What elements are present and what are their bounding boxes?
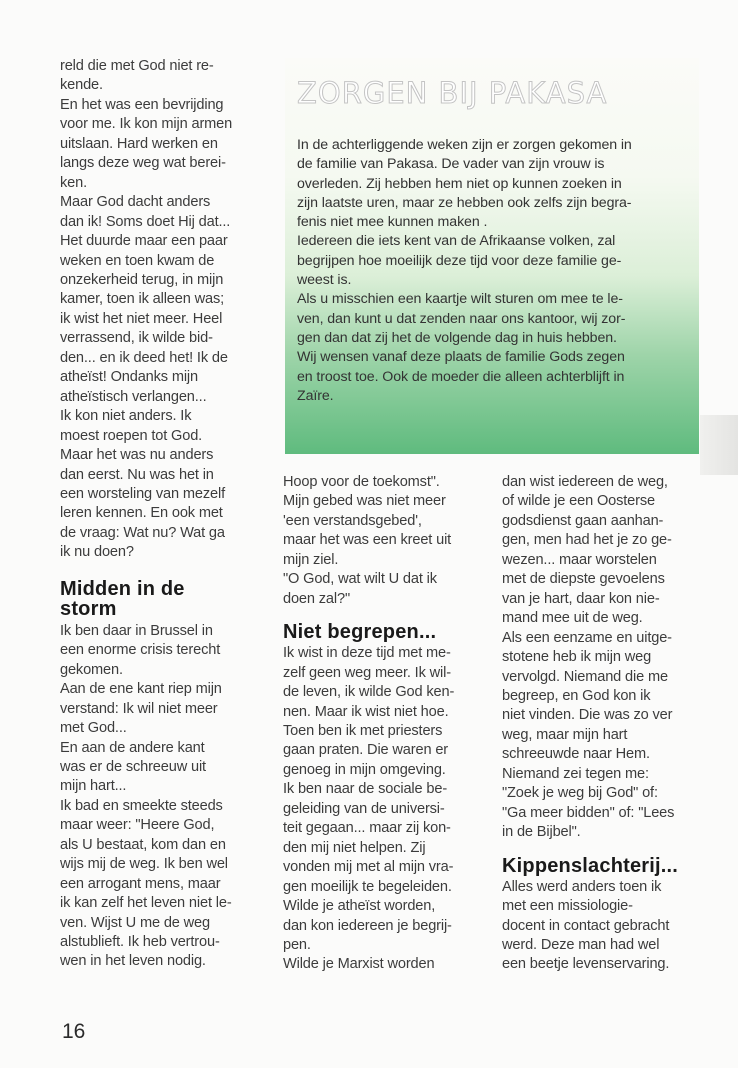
text-line: Ik bad en smeekte steeds (60, 797, 223, 814)
sidebar-box (285, 58, 699, 454)
text-line: gen, men had het je zo ge- (502, 532, 672, 549)
col2-para-b (283, 644, 483, 975)
text-line: de familie van Pakasa. De vader van zijn vrouw is (297, 156, 605, 173)
column-2 (283, 473, 483, 975)
text-line: Maar God dacht anders (60, 194, 211, 211)
text-line: als U bestaat, kom dan en (60, 836, 226, 853)
col3-para-a (502, 473, 707, 843)
heading-midden-in-de-storm (60, 579, 265, 619)
text-line: Als een eenzame en uitge- (502, 629, 672, 646)
text-line: overleden. Zij hebben hem niet op kunnen zoeken in (297, 175, 622, 192)
page-number: 16 (62, 1020, 86, 1043)
text-line: een arrogant mens, maar (60, 875, 221, 892)
text-line: ven. Wijst U me de weg (60, 914, 210, 931)
heading-kippenslachterij: Kippenslachterij... (502, 854, 679, 877)
text-line: alstublieft. Ik heb vertrou- (60, 934, 220, 951)
text-line: mand mee uit de weg. (502, 610, 643, 627)
text-line: ven, dan kunt u dat zenden naar ons kantoor, wij zor- (297, 310, 626, 327)
text-line: maar weer: "Heere God, (60, 817, 215, 834)
text-line: dan wist iedereen de weg, (502, 474, 668, 490)
text-line: Zaïre. (297, 387, 334, 404)
text-line: gaan praten. Die waren er (283, 742, 448, 759)
text-line: begrijpen hoe moeilijk deze tijd voor deze familie ge- (297, 252, 622, 269)
text-line: met een missiologie- (502, 898, 633, 915)
text-line: kamer, toen ik alleen was; (60, 291, 225, 308)
text-line: Ik ben naar de sociale be- (283, 781, 448, 798)
text-line: dan eerst. Nu was het in (60, 466, 214, 483)
text-line: Hoop voor de toekomst". (283, 474, 440, 490)
col2-para-a (283, 473, 483, 609)
text-line: weg, maar mijn hart (502, 726, 628, 743)
text-line: kende. (60, 77, 103, 94)
text-line: Wij wensen vanaf deze plaats de familie Gods zegen (297, 349, 625, 366)
text-line: gekomen. (60, 661, 123, 678)
text-line: mijn ziel. (283, 551, 339, 568)
text-line: een beetje levenservaring. (502, 956, 670, 973)
text-line: langs deze weg wat berei- (60, 155, 226, 172)
text-line: teit gegaan... maar zij kon- (283, 820, 451, 837)
text-line: zijn laatste uren, maar ze hebben ook zelfs zijn begra- (297, 194, 632, 211)
text-line: ken. (60, 174, 87, 191)
text-line: in de Bijbel". (502, 824, 581, 841)
text-line: nen. Maar ik wist niet hoe. (283, 703, 449, 720)
text-line: reld die met God niet re- (60, 58, 214, 74)
text-line: Wilde je atheïst worden, (283, 898, 436, 915)
text-line: En aan de andere kant (60, 739, 205, 756)
text-line: Als u misschien een kaartje wilt sturen om mee te le- (297, 291, 623, 308)
text-line: Niemand zei tegen me: (502, 765, 649, 782)
heading-line-1: Midden in de (60, 577, 185, 600)
text-line: Mijn gebed was niet meer (283, 493, 446, 510)
text-line: mijn hart... (60, 778, 127, 795)
text-line: gen moeilijk te begeleiden. (283, 878, 452, 895)
text-line: Ik ben daar in Brussel in (60, 622, 213, 639)
text-line: Alles werd anders toen ik (502, 878, 662, 895)
text-line: docent in contact gebracht (502, 917, 670, 934)
box-title: ZORGEN BIJ PAKASA (297, 76, 608, 110)
heading-niet-begrepen: Niet begrepen... (283, 621, 437, 644)
column-3 (502, 473, 707, 975)
text-line: ik kan zelf het leven niet le- (60, 895, 232, 912)
box-text (297, 136, 697, 406)
text-line: En het was een bevrijding (60, 96, 224, 113)
text-line: den mij niet helpen. Zij (283, 839, 426, 856)
col1-para-b (60, 622, 265, 972)
text-line: stotene heb ik mijn weg (502, 649, 652, 666)
text-line: den... en ik deed het! Ik de (60, 349, 228, 366)
heading-line-2: storm (60, 597, 117, 620)
text-line: zelf geen weg meer. Ik wil- (283, 664, 451, 681)
text-line: met God... (60, 720, 127, 737)
text-line: schreeuwde naar Hem. (502, 746, 650, 763)
col1-para-a (60, 57, 265, 563)
text-line: geleiding van de universi- (283, 800, 445, 817)
text-line: In de achterliggende weken zijn er zorgen gekomen in (297, 137, 632, 153)
text-line: wijs mij de weg. Ik ben wel (60, 856, 228, 873)
text-line: werd. Deze man had wel (502, 936, 660, 953)
text-line: voor me. Ik kon mijn armen (60, 116, 233, 133)
text-line: ik wist het niet meer. Heel (60, 310, 223, 327)
text-line: Toen ben ik met priesters (283, 722, 443, 739)
text-line: "O God, wat wilt U dat ik (283, 571, 437, 588)
text-line: atheïst! Ondanks mijn (60, 369, 198, 386)
text-line: fenis niet mee kunnen maken . (297, 214, 488, 231)
text-line: gen dan dat zij het de volgende dag in huis hebben. (297, 329, 617, 346)
text-line: met de diepste gevoelens (502, 571, 665, 588)
text-line: een worsteling van mezelf (60, 485, 225, 502)
text-line: was er de schreeuw uit (60, 758, 206, 775)
text-line: vervolgd. Niemand die me (502, 668, 668, 685)
text-line: ik nu doen? (60, 544, 134, 561)
text-line: wezen... maar worstelen (502, 551, 657, 568)
text-line: een enorme crisis terecht (60, 642, 221, 659)
text-line: doen zal?" (283, 590, 350, 607)
text-line: atheïstisch verlangen... (60, 388, 207, 405)
bleed-through-shadow (700, 415, 738, 475)
text-line: 'een verstandsgebed', (283, 512, 422, 529)
text-line: weken en toen kwam de (60, 252, 215, 269)
text-line: of wilde je een Oosterse (502, 493, 655, 510)
text-line: van je hart, daar kon nie- (502, 590, 660, 607)
text-line: Iedereen die iets kent van de Afrikaanse volken, zal (297, 233, 616, 250)
text-line: Ik kon niet anders. Ik (60, 408, 192, 425)
text-line: niet vinden. Die was zo ver (502, 707, 673, 724)
text-line: wen in het leven nodig. (60, 953, 206, 970)
text-line: verstand: Ik wil niet meer (60, 700, 218, 717)
text-line: "Ga meer bidden" of: "Lees (502, 804, 675, 821)
text-line: pen. (283, 936, 311, 953)
text-line: en troost toe. Ook de moeder die alleen achterblijft in (297, 368, 625, 385)
text-line: Aan de ene kant riep mijn (60, 681, 222, 698)
text-line: "Zoek je weg bij God" of: (502, 785, 658, 802)
text-line: dan kon iedereen je begrij- (283, 917, 452, 934)
text-line: weest is. (297, 272, 352, 289)
column-1 (60, 57, 265, 972)
text-line: Ik wist in deze tijd met me- (283, 645, 451, 662)
text-line: dan ik! Soms doet Hij dat... (60, 213, 231, 230)
text-line: onzekerheid terug, in mijn (60, 271, 224, 288)
text-line: de vraag: Wat nu? Wat ga (60, 524, 225, 541)
text-line: moest roepen tot God. (60, 427, 203, 444)
text-line: Maar het was nu anders (60, 447, 214, 464)
text-line: godsdienst gaan aanhan- (502, 512, 664, 529)
text-line: Het duurde maar een paar (60, 233, 228, 250)
text-line: vonden mij met al mijn vra- (283, 859, 454, 876)
text-line: uitslaan. Hard werken en (60, 135, 218, 152)
text-line: verrassend, ik wilde bid- (60, 330, 213, 347)
col3-para-b (502, 878, 707, 975)
text-line: de leven, ik wilde God ken- (283, 684, 455, 701)
text-line: maar het was een kreet uit (283, 532, 452, 549)
text-line: leren kennen. En ook met (60, 505, 223, 522)
text-line: Wilde je Marxist worden (283, 956, 435, 973)
text-line: genoeg in mijn omgeving. (283, 761, 446, 778)
text-line: begreep, en God kon ik (502, 687, 651, 704)
